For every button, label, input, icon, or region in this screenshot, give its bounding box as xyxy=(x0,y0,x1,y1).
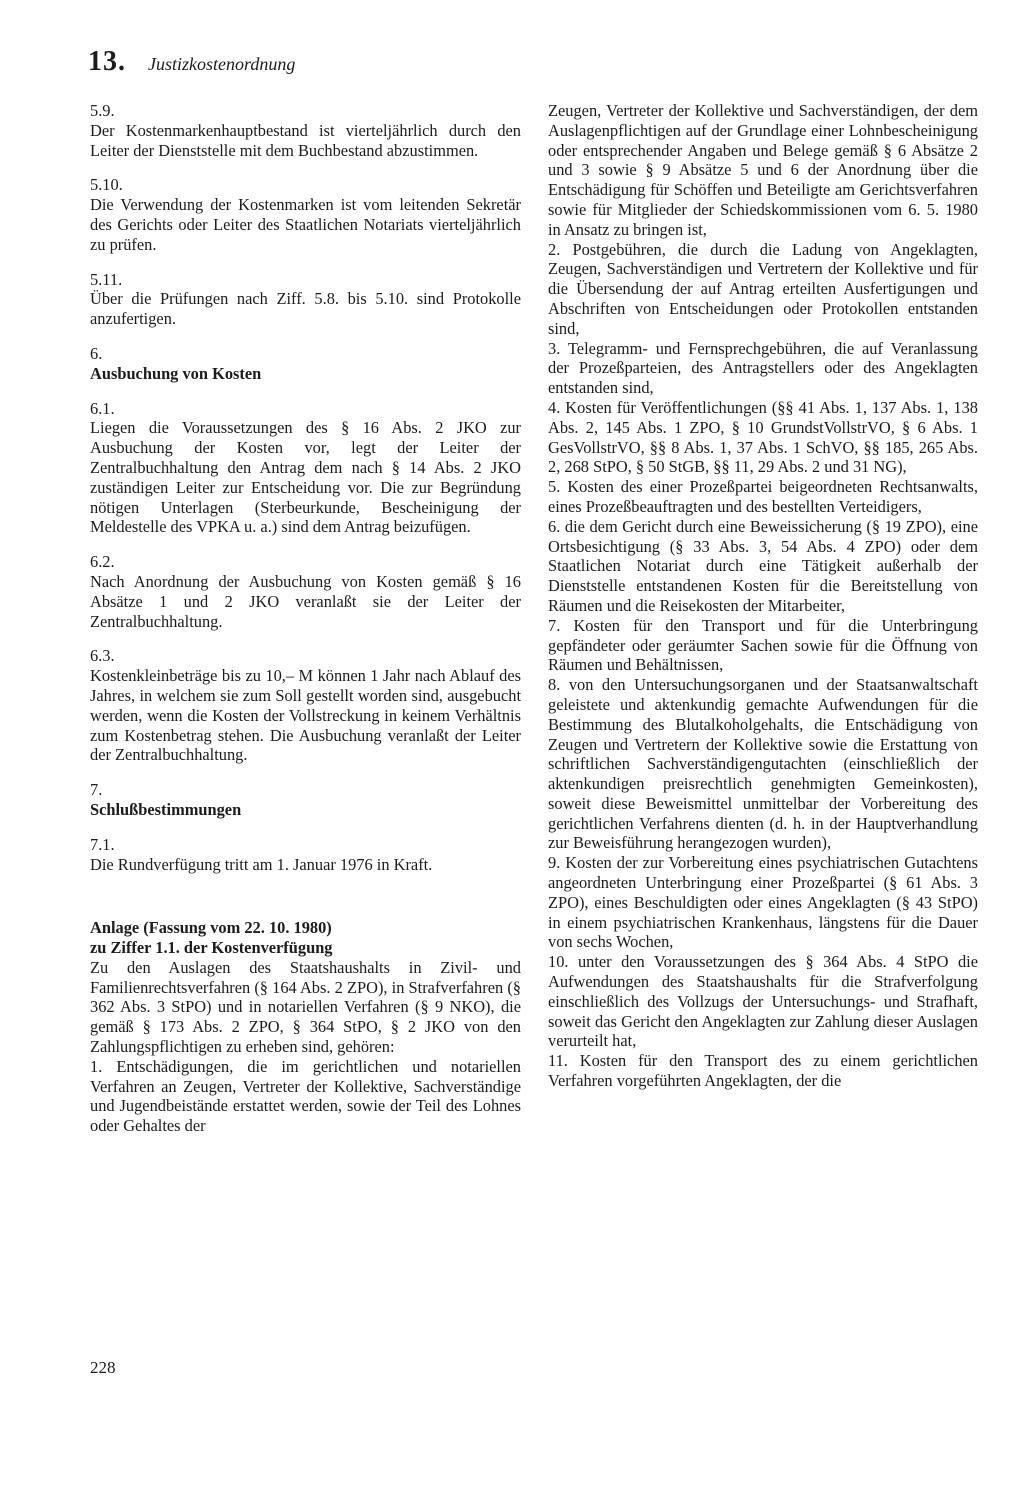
anlage xyxy=(90,918,521,1136)
anlage-item-1-continued: Zeugen, Vertreter der Kollektive und Sachverständigen, der dem Auslagenpflichtigen auf der Grundlage einer Lohnbescheinigung oder entsprechender Angaben und Belege gemäß § 6 Absätze 2 und 3 sowie § 9 Absätze 5 und 6 der Anordnung über die Entschädigung für Schöffen und Beteiligte am Gerichtsverfahren sowie für Mitglieder der Schiedskommissionen vom 6. 5. 1980 in Ansatz zu bringen ist, xyxy=(548,101,978,239)
section-text: Liegen die Voraussetzungen des § 16 Abs. 2 JKO zur Ausbuchung der Kosten vor, legt der Leiter der Zentralbuchhaltung den Antrag dem nach § 14 Abs. 2 JKO zuständigen Leiter zur Entscheidung vor. Die zur Begründung nötigen Unterlagen (Sterbeurkunde, Bescheinigung der Meldestelle des VPKA u. a.) sind dem Antrag beizufügen. xyxy=(90,418,521,537)
section-7-1 xyxy=(90,835,521,875)
section-5-11 xyxy=(90,270,521,329)
section-text: Die Verwendung der Kostenmarken ist vom leitenden Sekretär des Gerichts oder Leiter des Staatlichen Notariats vierteljährlich zu prüfen. xyxy=(90,195,521,254)
list-item: 10. unter den Voraussetzungen des § 364 Abs. 4 StPO die Aufwendungen des Staatshaushalts für die Strafverfolgung einschließlich des Vollzugs der Untersuchungs- und Strafhaft, soweit das Gericht den Angeklagten zur Zahlung dieser Auslagen verurteilt hat, xyxy=(548,952,978,1051)
chapter-number: 13. xyxy=(88,46,126,77)
section-text: Der Kostenmarkenhauptbestand ist vierteljährlich durch den Leiter der Dienststelle mit dem Buchbestand abzustimmen. xyxy=(90,120,521,160)
list-item: 8. von den Untersuchungsorganen und der Staatsanwaltschaft geleistete und aktenkundig gemachte Aufwendungen für die Bestimmung des Blutalkoholgehalts, die Entschädigung von Zeugen und Vertretern der Kollektive sowie die Erstattung von schriftlichen Sachverständigengutachten (einschließlich der aktenkundigen preisrechtlich genehmigten Gemeinkosten), soweit diese Beweismittel unmittelbar der Vorbereitung des gerichtlichen Verfahrens dienten (d. h. in der Hauptverhandlung zur Beweisführung herangezogen wurden), xyxy=(548,675,978,853)
section-5-9 xyxy=(90,101,521,160)
list-item: 5. Kosten des einer Prozeßpartei beigeordneten Rechtsanwalts, eines Prozeßbeauftragten und des bestellten Verteidigers, xyxy=(548,477,978,516)
section-text: Die Rundverfügung tritt am 1. Januar 1976 in Kraft. xyxy=(90,854,433,874)
anlage-item-1: 1. Entschädigungen, die im gerichtlichen und notariellen Verfahren an Zeugen, Vertreter der Kollektive, Sachverständige und Jugendbeistände erstattet werden, sowie der Teil des Lohnes oder Gehaltes der xyxy=(90,1056,521,1136)
list-item: 11. Kosten für den Transport des zu einem gerichtlichen Verfahren vorgeführten Angeklagten, der die xyxy=(548,1051,978,1091)
running-header xyxy=(88,46,295,78)
list-item: 6. die dem Gericht durch eine Beweissicherung (§ 19 ZPO), eine Ortsbesichtigung (§ 33 Abs. 3, 54 Abs. 4 ZPO) oder dem Staatlichen Notariat durch eine Tätigkeit außerhalb der Dienststelle entstandenen Kosten für die Bereitstellung von Räumen und die Reisekosten der Mitarbeiter, xyxy=(548,516,978,615)
section-text: Kostenkleinbeträge bis zu 10,– M können 1 Jahr nach Ablauf des Jahres, in welchem sie zum Soll gestellt worden sind, ausgebucht werden, wenn die Kosten der Vollstreckung in keinem Verhältnis zum Kostenbetrag stehen. Die Ausbuchung veranlaßt der Leiter der Zentralbuchhaltung. xyxy=(90,666,521,765)
list-item: 3. Telegramm- und Fernsprechgebühren, die auf Veranlassung der Prozeßparteien, des Antragstellers oder des Angeklagten entstanden sind, xyxy=(548,338,978,398)
right-column xyxy=(548,101,978,1091)
left-column xyxy=(90,101,521,1136)
list-item: 9. Kosten der zur Vorbereitung eines psychiatrischen Gutachtens angeordneten Unterbringung einer Prozeßpartei (§ 61 Abs. 3 ZPO), eines Beschuldigten oder eines Angeklagten (§ 43 StPO) in einem psychiatrischen Krankenhaus, längstens für die Dauer von sechs Wochen, xyxy=(548,853,978,952)
section-number: 6.2. xyxy=(90,552,115,572)
anlage-intro: Zu den Auslagen des Staatshaushalts in Zivil- und Familienrechtsverfahren (§ 164 Abs. 2 ZPO), in Strafverfahren (§ 362 Abs. 3 StPO) und in notariellen Verfahren (§ 9 NKO), die gemäß § 173 Abs. 2 ZPO, § 364 StPO, § 2 JKO von den Zahlungspflichtigen zu erheben sind, gehören: xyxy=(90,957,521,1057)
list-item: 4. Kosten für Veröffentlichungen (§§ 41 Abs. 1, 137 Abs. 1, 138 Abs. 2, 145 Abs. 1 ZPO, § 10 GrundstVollstrVO, § 6 Abs. 1 GesVollstrVO, §§ 8 Abs. 1, 37 Abs. 1 SchVO, §§ 185, 265 Abs. 2, 268 StPO, § 50 StGB, §§ 11, 29 Abs. 2 und 31 NG), xyxy=(548,397,978,477)
anlage-subtitle: zu Ziffer 1.1. der Kostenverfügung xyxy=(90,938,333,958)
section-6-2 xyxy=(90,552,521,631)
section-text: Über die Prüfungen nach Ziff. 5.8. bis 5.10. sind Protokolle anzufertigen. xyxy=(90,289,521,329)
section-number: 6. xyxy=(90,343,103,363)
section-text: Nach Anordnung der Ausbuchung von Kosten gemäß § 16 Absätze 1 und 2 JKO veranlaßt sie der Leiter der Zentralbuchhaltung. xyxy=(90,571,521,631)
section-6-1 xyxy=(90,399,521,538)
chapter-title: Justizkostenordnung xyxy=(148,54,296,74)
section-6-3 xyxy=(90,646,521,765)
page-number: 228 xyxy=(90,1358,116,1377)
section-heading: Ausbuchung von Kosten xyxy=(90,363,262,383)
section-number: 5.10. xyxy=(90,175,123,195)
list-item: 2. Postgebühren, die durch die Ladung von Angeklagten, Zeugen, Sachverständigen und Vertretern der Kollektive und für die Übersendung der auf Antrag erteilten Ausfertigungen und Abschriften von Entscheidungen oder Protokollen entstanden sind, xyxy=(548,239,978,338)
anlage-item-list xyxy=(548,240,978,1091)
anlage-title: Anlage (Fassung vom 22. 10. 1980) xyxy=(90,918,332,938)
section-number: 6.3. xyxy=(90,646,115,666)
section-number: 5.11. xyxy=(90,269,123,289)
list-item: 7. Kosten für den Transport und für die Unterbringung gepfändeter oder geräumter Sachen sowie für die Öffnung von Räumen und Behältnissen, xyxy=(548,615,978,675)
section-heading: Schlußbestimmungen xyxy=(90,799,242,819)
section-5-10 xyxy=(90,175,521,254)
section-number: 6.1. xyxy=(90,398,115,418)
section-number: 5.9. xyxy=(90,101,115,120)
section-7 xyxy=(90,780,521,820)
section-6 xyxy=(90,344,521,384)
section-number: 7.1. xyxy=(90,834,115,854)
section-number: 7. xyxy=(90,780,103,800)
